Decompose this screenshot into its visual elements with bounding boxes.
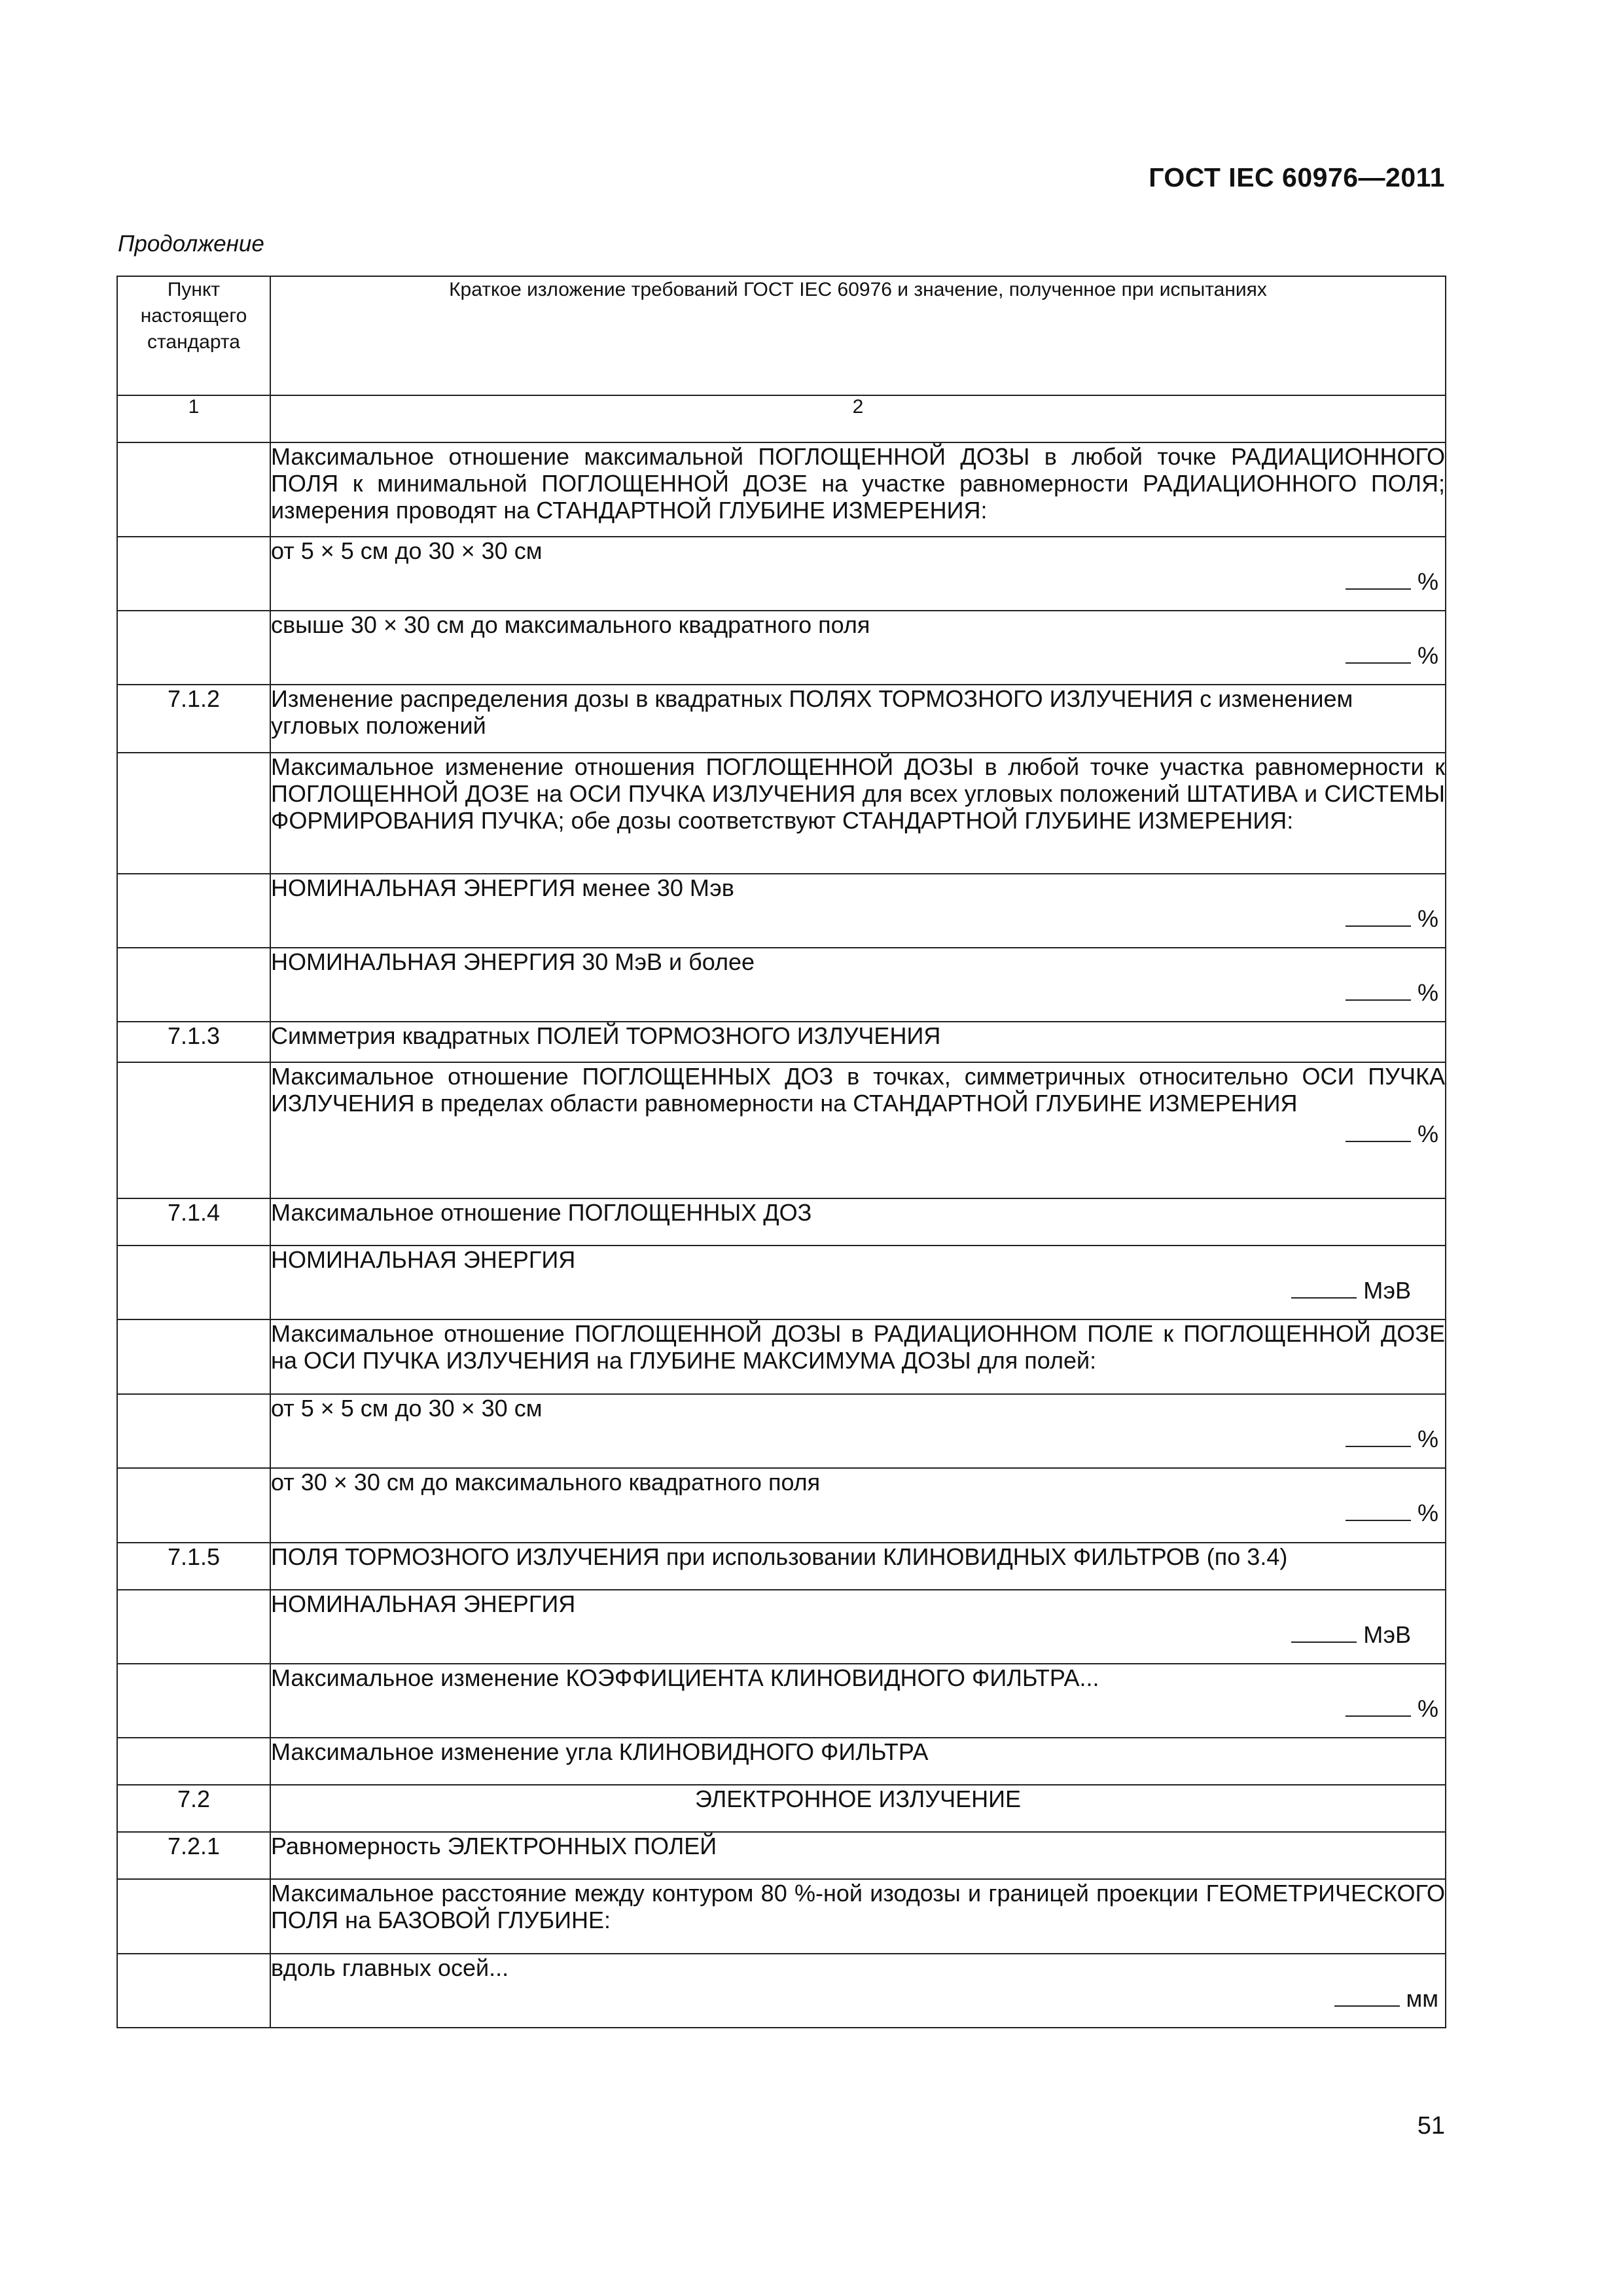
row-point: 7.1.5 [117,1543,270,1590]
row-text: от 5 × 5 см до 30 × 30 см % [270,537,1446,611]
row-text: Равномерность ЭЛЕКТРОННЫХ ПОЛЕЙ [270,1832,1446,1879]
table-row [117,1319,1446,1394]
row-point [117,611,270,685]
row-text: Максимальное изменение угла КЛИНОВИДНОГО ФИЛЬТРА [270,1738,1446,1785]
row-point [117,1062,270,1198]
row-point [117,1394,270,1468]
unit-label: % [1417,1499,1438,1526]
column-numbers-row [117,395,1446,442]
row-point: 7.2 [117,1785,270,1832]
row-point [117,1590,270,1664]
table-row [117,1664,1446,1738]
row-point [117,442,270,537]
table-row [117,1468,1446,1543]
row-point: 7.1.4 [117,1198,270,1246]
row-point [117,1738,270,1785]
value-blank[interactable] [271,905,1445,932]
row-point [117,948,270,1022]
value-blank[interactable] [271,1621,1445,1648]
value-blank[interactable] [271,1695,1445,1722]
table-row [117,874,1446,948]
table-row [117,1738,1446,1785]
value-blank[interactable] [271,1277,1445,1304]
table-row [117,1022,1446,1062]
row-point [117,753,270,874]
row-point [117,537,270,611]
row-text: Симметрия квадратных ПОЛЕЙ ТОРМОЗНОГО ИЗЛУЧЕНИЯ [270,1022,1446,1062]
row-point [117,1879,270,1954]
row-point [117,1319,270,1394]
row-text: от 30 × 30 см до максимального квадратного поля % [270,1468,1446,1543]
unit-label: % [1417,568,1438,595]
table-row [117,1246,1446,1319]
value-blank[interactable] [271,1121,1445,1147]
unit-label: МэВ [1363,1277,1411,1304]
requirements-table [116,276,1446,2028]
table-row [117,537,1446,611]
page-number: 51 [1417,2112,1445,2140]
table-row [117,948,1446,1022]
unit-label: % [1417,1121,1438,1147]
row-text: Максимальное отношение ПОГЛОЩЕННЫХ ДОЗ [270,1198,1446,1246]
table-row [117,442,1446,537]
table-row [117,1590,1446,1664]
table-row [117,685,1446,753]
row-point [117,1468,270,1543]
value-blank[interactable] [271,1426,1445,1452]
row-point [117,1954,270,2028]
unit-label: % [1417,1426,1438,1452]
col2-header: Краткое изложение требований ГОСТ IEC 60976 и значение, полученное при испытаниях [270,276,1446,395]
table-row [117,753,1446,874]
value-blank[interactable] [271,642,1445,669]
row-text: вдоль главных осей... мм [270,1954,1446,2028]
row-point: 7.1.3 [117,1022,270,1062]
row-text: НОМИНАЛЬНАЯ ЭНЕРГИЯ МэВ [270,1246,1446,1319]
row-text: Максимальное отношение максимальной ПОГЛОЩЕННОЙ ДОЗЫ в любой точке РАДИАЦИОННОГО ПОЛЯ к минимальной ПОГЛОЩЕННОЙ ДОЗЕ на участке равномерности РАДИАЦИОННОГО ПОЛЯ; измерения проводят на СТАНДАРТНОЙ ГЛУБИНЕ ИЗМЕРЕНИЯ: [270,442,1446,537]
row-text: Изменение распределения дозы в квадратных ПОЛЯХ ТОРМОЗНОГО ИЗЛУЧЕНИЯ с изменением угловых положений [270,685,1446,753]
table-header-row [117,276,1446,395]
table-row [117,1879,1446,1954]
unit-label: МэВ [1363,1621,1411,1648]
value-blank[interactable] [271,568,1445,595]
table-row [117,1543,1446,1590]
section-heading: ЭЛЕКТРОННОЕ ИЗЛУЧЕНИЕ [270,1785,1446,1832]
table-row [117,1198,1446,1246]
row-text: Максимальное изменение отношения ПОГЛОЩЕННОЙ ДОЗЫ в любой точке участка равномерности к ПОГЛОЩЕННОЙ ДОЗЕ на ОСИ ПУЧКА ИЗЛУЧЕНИЯ для всех угловых положений ШТАТИВА и СИСТЕМЫ ФОРМИРОВАНИЯ ПУЧКА; обе дозы соответствуют СТАНДАРТНОЙ ГЛУБИНЕ ИЗМЕРЕНИЯ: [270,753,1446,874]
row-point: 7.1.2 [117,685,270,753]
row-text: Максимальное расстояние между контуром 80 %-ной изодозы и границей проекции ГЕОМЕТРИЧЕСКОГО ПОЛЯ на БАЗОВОЙ ГЛУБИНЕ: [270,1879,1446,1954]
table-row [117,1785,1446,1832]
row-point [117,1664,270,1738]
row-point [117,874,270,948]
unit-label: % [1417,979,1438,1006]
row-point [117,1246,270,1319]
unit-label: мм [1406,1985,1438,2012]
row-text: Максимальное отношение ПОГЛОЩЕННЫХ ДОЗ в точках, симметричных относительно ОСИ ПУЧКА ИЗЛУЧЕНИЯ в пределах области равномерности на СТАНДАРТНОЙ ГЛУБИНЕ ИЗМЕРЕНИЯ % [270,1062,1446,1198]
row-point: 7.2.1 [117,1832,270,1879]
col1-number: 1 [117,395,270,442]
col2-number: 2 [270,395,1446,442]
unit-label: % [1417,642,1438,669]
col1-header: Пункт настоящего стандарта [117,276,270,395]
standard-designation: ГОСТ IEC 60976—2011 [1149,162,1445,192]
unit-label: % [1417,905,1438,932]
value-blank[interactable] [271,1985,1445,2012]
row-text: НОМИНАЛЬНАЯ ЭНЕРГИЯ менее 30 Мэв % [270,874,1446,948]
row-text: свыше 30 × 30 см до максимального квадратного поля % [270,611,1446,685]
row-text: Максимальное изменение КОЭФФИЦИЕНТА КЛИНОВИДНОГО ФИЛЬТРА... % [270,1664,1446,1738]
value-blank[interactable] [271,1499,1445,1526]
value-blank[interactable] [271,979,1445,1006]
table-row [117,611,1446,685]
row-text: Максимальное отношение ПОГЛОЩЕННОЙ ДОЗЫ в РАДИАЦИОННОМ ПОЛЕ к ПОГЛОЩЕННОЙ ДОЗЕ на ОСИ ПУЧКА ИЗЛУЧЕНИЯ на ГЛУБИНЕ МАКСИМУМА ДОЗЫ для полей: [270,1319,1446,1394]
row-text: НОМИНАЛЬНАЯ ЭНЕРГИЯ 30 МэВ и более % [270,948,1446,1022]
row-text: НОМИНАЛЬНАЯ ЭНЕРГИЯ МэВ [270,1590,1446,1664]
table-row [117,1062,1446,1198]
unit-label: % [1417,1695,1438,1722]
continuation-label: Продолжение [118,231,264,257]
table-row [117,1832,1446,1879]
row-text: ПОЛЯ ТОРМОЗНОГО ИЗЛУЧЕНИЯ при использовании КЛИНОВИДНЫХ ФИЛЬТРОВ (по 3.4) [270,1543,1446,1590]
row-text: от 5 × 5 см до 30 × 30 см % [270,1394,1446,1468]
table-row [117,1394,1446,1468]
table-row [117,1954,1446,2028]
